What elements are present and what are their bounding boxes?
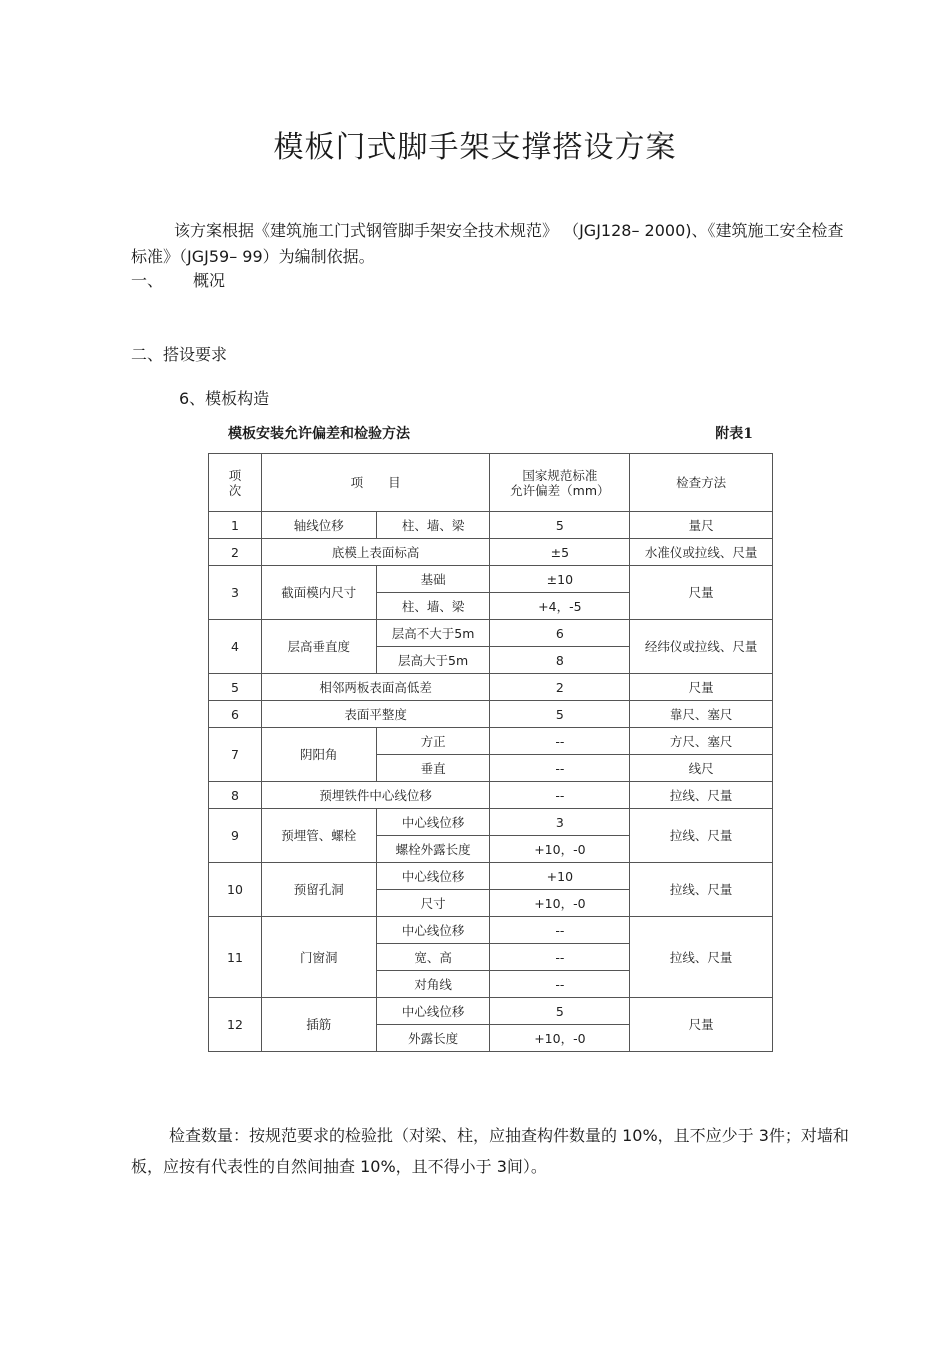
cell-tolerance: 2 (490, 674, 630, 701)
subsection-heading: 6、模板构造 (179, 389, 270, 408)
cell-subitem: 基础 (376, 566, 490, 593)
cell-item: 阴阳角 (261, 728, 376, 782)
cell-no: 2 (209, 539, 262, 566)
cell-no: 11 (209, 917, 262, 998)
cell-method: 尺量 (630, 998, 773, 1052)
cell-method: 量尺 (630, 512, 773, 539)
table-caption-appendix: 附表1 (715, 426, 753, 442)
cell-no: 6 (209, 701, 262, 728)
cell-tolerance: -- (490, 782, 630, 809)
table-row (209, 863, 773, 890)
cell-method: 拉线、尺量 (630, 809, 773, 863)
cell-item: 层高垂直度 (261, 620, 376, 674)
cell-tolerance: 6 (490, 620, 630, 647)
table-row (209, 809, 773, 836)
cell-subitem: 层高不大于5m (376, 620, 490, 647)
table-row (209, 674, 773, 701)
cell-item: 插筋 (261, 998, 376, 1052)
document-title: 模板门式脚手架支撑搭设方案 (273, 130, 677, 165)
table-row (209, 701, 773, 728)
cell-no: 12 (209, 998, 262, 1052)
cell-item: 相邻两板表面高低差 (261, 674, 490, 701)
cell-method: 尺量 (630, 566, 773, 620)
cell-tolerance: 5 (490, 701, 630, 728)
table-row (209, 566, 773, 593)
cell-item: 预埋铁件中心线位移 (261, 782, 490, 809)
cell-item: 门窗洞 (261, 917, 376, 998)
cell-item: 表面平整度 (261, 701, 490, 728)
cell-no: 1 (209, 512, 262, 539)
table-row (209, 620, 773, 647)
cell-no: 9 (209, 809, 262, 863)
cell-tolerance: -- (490, 944, 630, 971)
cell-subitem: 外露长度 (376, 1025, 490, 1052)
intro-paragraph: 该方案根据《建筑施工门式钢管脚手架安全技术规范》 （JGJ128– 2000)、《建筑施工安全检查标准》（JGJ59– 99）为编制依据。 (131, 221, 844, 266)
header-no: 项 次 (209, 454, 262, 512)
cell-method: 线尺 (630, 755, 773, 782)
header-method: 检查方法 (630, 454, 773, 512)
cell-tolerance: +10，-0 (490, 836, 630, 863)
cell-no: 10 (209, 863, 262, 917)
cell-method: 水准仪或拉线、尺量 (630, 539, 773, 566)
cell-subitem: 中心线位移 (376, 809, 490, 836)
cell-subitem: 垂直 (376, 755, 490, 782)
section-1-heading (131, 268, 225, 291)
cell-tolerance: -- (490, 728, 630, 755)
cell-subitem: 中心线位移 (376, 863, 490, 890)
cell-method: 尺量 (630, 674, 773, 701)
table-row (209, 998, 773, 1025)
cell-no: 8 (209, 782, 262, 809)
table-caption (228, 423, 753, 443)
header-tolerance: 国家规范标准 允许偏差（mm） (490, 454, 630, 512)
header-item: 项 目 (261, 454, 490, 512)
cell-item: 轴线位移 (261, 512, 376, 539)
cell-item: 截面模内尺寸 (261, 566, 376, 620)
section-2-heading: 二、搭设要求 (131, 345, 228, 364)
cell-subitem: 螺栓外露长度 (376, 836, 490, 863)
cell-subitem: 层高大于5m (376, 647, 490, 674)
cell-tolerance: 5 (490, 512, 630, 539)
table-header-row (209, 454, 773, 512)
cell-subitem: 柱、墙、梁 (376, 512, 490, 539)
cell-method: 拉线、尺量 (630, 863, 773, 917)
cell-method: 拉线、尺量 (630, 917, 773, 998)
cell-tolerance: -- (490, 971, 630, 998)
cell-item: 预留孔洞 (261, 863, 376, 917)
cell-tolerance: ±5 (490, 539, 630, 566)
cell-tolerance: -- (490, 755, 630, 782)
cell-method: 拉线、尺量 (630, 782, 773, 809)
cell-subitem: 对角线 (376, 971, 490, 998)
cell-tolerance: 5 (490, 998, 630, 1025)
table-row (209, 512, 773, 539)
cell-subitem: 中心线位移 (376, 998, 490, 1025)
tolerance-table (208, 453, 773, 1052)
table-row (209, 539, 773, 566)
cell-tolerance: +4，-5 (490, 593, 630, 620)
cell-no: 7 (209, 728, 262, 782)
cell-subitem: 尺寸 (376, 890, 490, 917)
cell-subitem: 中心线位移 (376, 917, 490, 944)
cell-item: 底模上表面标高 (261, 539, 490, 566)
cell-tolerance: +10，-0 (490, 1025, 630, 1052)
cell-item: 预埋管、螺栓 (261, 809, 376, 863)
cell-subitem: 方正 (376, 728, 490, 755)
cell-tolerance: ±10 (490, 566, 630, 593)
section-1-number: 一、 (131, 271, 164, 290)
cell-tolerance: +10，-0 (490, 890, 630, 917)
section-1-text: 概况 (193, 271, 226, 290)
cell-no: 3 (209, 566, 262, 620)
cell-tolerance: -- (490, 917, 630, 944)
cell-method: 方尺、塞尺 (630, 728, 773, 755)
cell-method: 靠尺、塞尺 (630, 701, 773, 728)
cell-method: 经纬仪或拉线、尺量 (630, 620, 773, 674)
table-row (209, 917, 773, 944)
table-row (209, 782, 773, 809)
cell-subitem: 宽、高 (376, 944, 490, 971)
cell-subitem: 柱、墙、梁 (376, 593, 490, 620)
cell-tolerance: 8 (490, 647, 630, 674)
cell-no: 5 (209, 674, 262, 701)
table-caption-title: 模板安装允许偏差和检验方法 (228, 426, 410, 442)
cell-tolerance: 3 (490, 809, 630, 836)
inspection-quantity-paragraph: 检查数量：按规范要求的检验批（对梁、柱，应抽查构件数量的 10%，且不应少于 3件；对墙和板，应按有代表性的自然间抽查 10%，且不得小于 3间）。 (131, 1126, 849, 1176)
table-row (209, 728, 773, 755)
cell-no: 4 (209, 620, 262, 674)
cell-tolerance: +10 (490, 863, 630, 890)
